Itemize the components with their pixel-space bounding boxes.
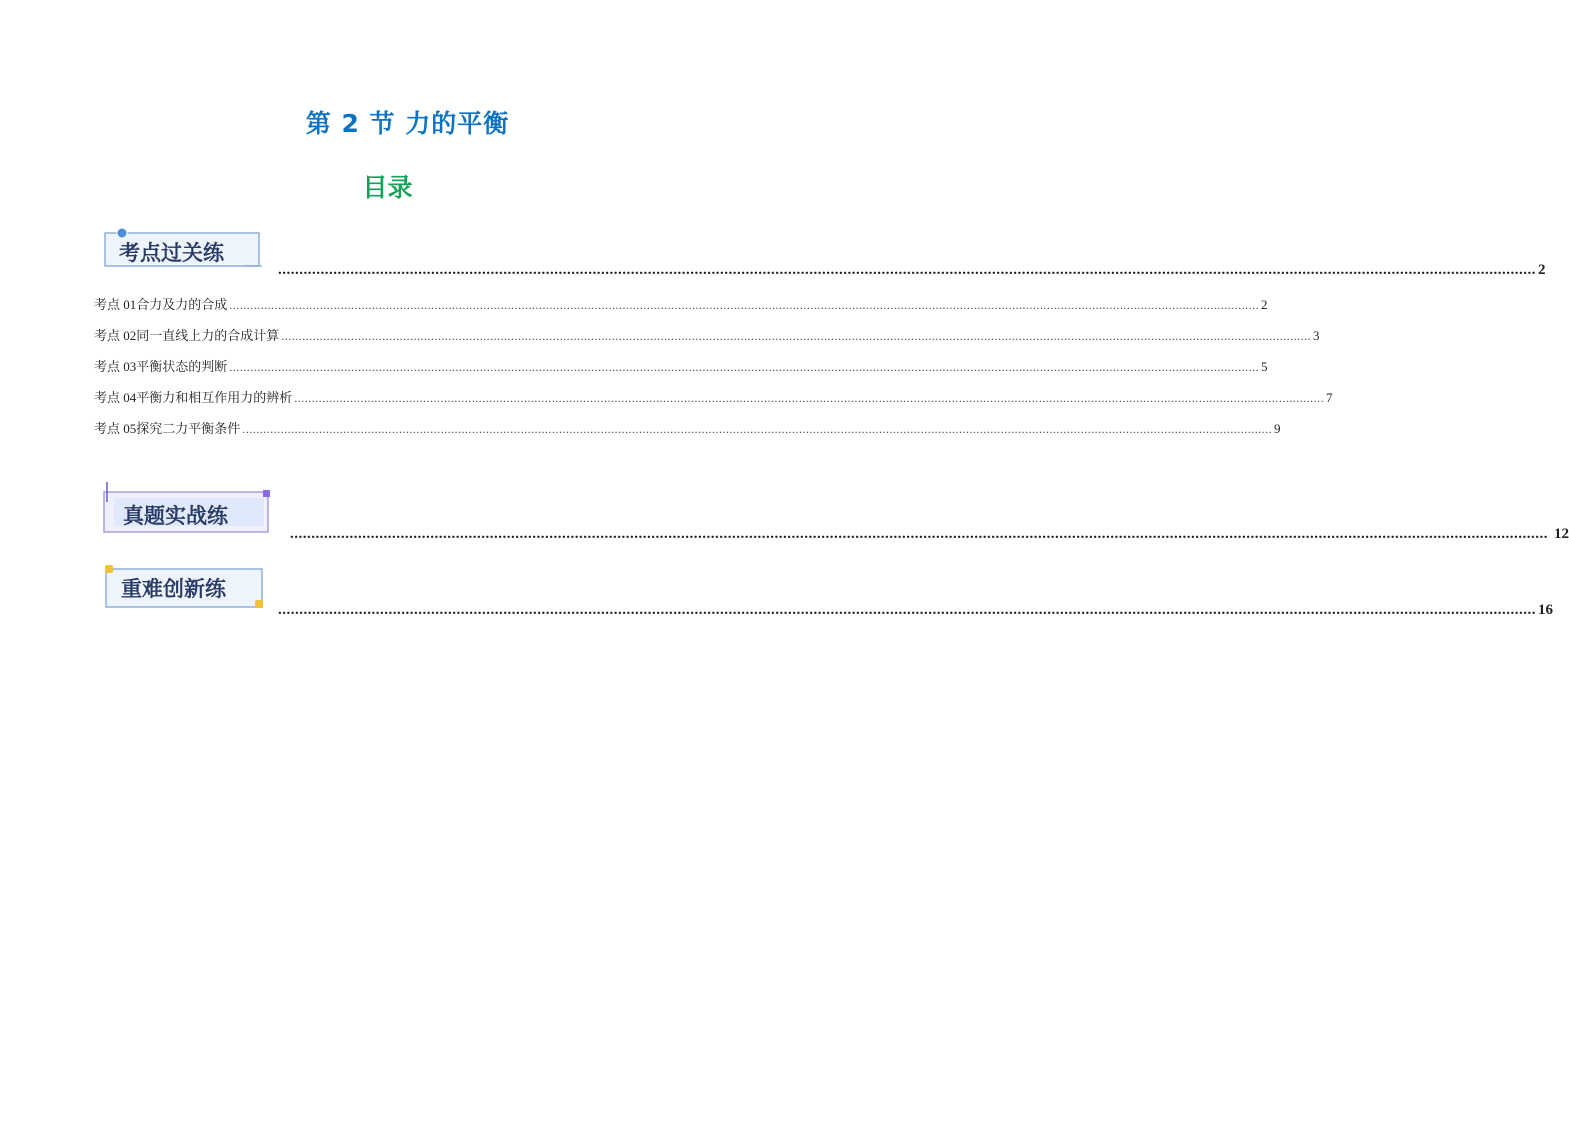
toc-item[interactable] <box>94 325 1320 344</box>
section-page-number: 2 <box>1538 262 1546 278</box>
section-badge-label: 真题实战练 <box>123 504 228 528</box>
section-badge-label: 重难创新练 <box>121 577 226 601</box>
section-badge-label: 考点过关练 <box>119 241 224 265</box>
toc-item-name: 合力及力的合成 <box>136 298 228 313</box>
leader-dots: ........................................................................................................................................................................................................................................................................................................ <box>281 332 1311 343</box>
leader-dots: ........................................................................................................................................................................................................................................................................................................ <box>290 526 1548 542</box>
toc-item[interactable] <box>94 294 1268 313</box>
toc-item-label: 考点 02 <box>94 328 137 343</box>
section-badge-kaodian <box>104 226 264 272</box>
leader-dots: ........................................................................................................................................................................................................................................................................................................ <box>229 363 1259 374</box>
leader-dots: ........................................................................................................................................................................................................................................................................................................ <box>242 425 1272 436</box>
toc-item[interactable] <box>94 387 1333 406</box>
toc-item-page: 2 <box>1260 297 1268 312</box>
page-title: 第 2 节 力的平衡 <box>305 109 510 138</box>
toc-heading: 目录 <box>362 173 413 202</box>
toc-item-label: 考点 03 <box>94 359 137 374</box>
toc-item-name: 探究二力平衡条件 <box>136 422 241 437</box>
section-badge-zhongnan <box>104 563 268 611</box>
toc-item-name: 同一直线上力的合成计算 <box>136 329 280 344</box>
section-leader-zhongnan[interactable] <box>278 602 1553 619</box>
leader-dots: ........................................................................................................................................................................................................................................................................................................ <box>278 262 1536 278</box>
section-page-number: 16 <box>1538 602 1553 618</box>
toc-item[interactable] <box>94 418 1281 437</box>
section-page-number: 12 <box>1554 526 1569 542</box>
leader-dots: ........................................................................................................................................................................................................................................................................................................ <box>278 602 1536 618</box>
toc-item-page: 3 <box>1312 328 1320 343</box>
toc-item-page: 5 <box>1260 359 1268 374</box>
toc-item-label: 考点 04 <box>94 390 137 405</box>
toc-item-name: 平衡力和相互作用力的辨析 <box>136 391 293 406</box>
toc-item-page: 7 <box>1325 390 1333 405</box>
toc-item-name: 平衡状态的判断 <box>136 360 228 375</box>
leader-dots: ........................................................................................................................................................................................................................................................................................................ <box>229 301 1259 312</box>
toc-item-page: 9 <box>1273 421 1281 436</box>
section-leader-zhenti[interactable] <box>290 526 1569 543</box>
toc-item-label: 考点 01 <box>94 297 137 312</box>
toc-item-label: 考点 05 <box>94 421 137 436</box>
leader-dots: ........................................................................................................................................................................................................................................................................................................ <box>294 394 1324 405</box>
toc-item[interactable] <box>94 356 1268 375</box>
section-badge-zhenti <box>102 482 274 534</box>
section-leader-kaodian[interactable] <box>278 262 1546 279</box>
